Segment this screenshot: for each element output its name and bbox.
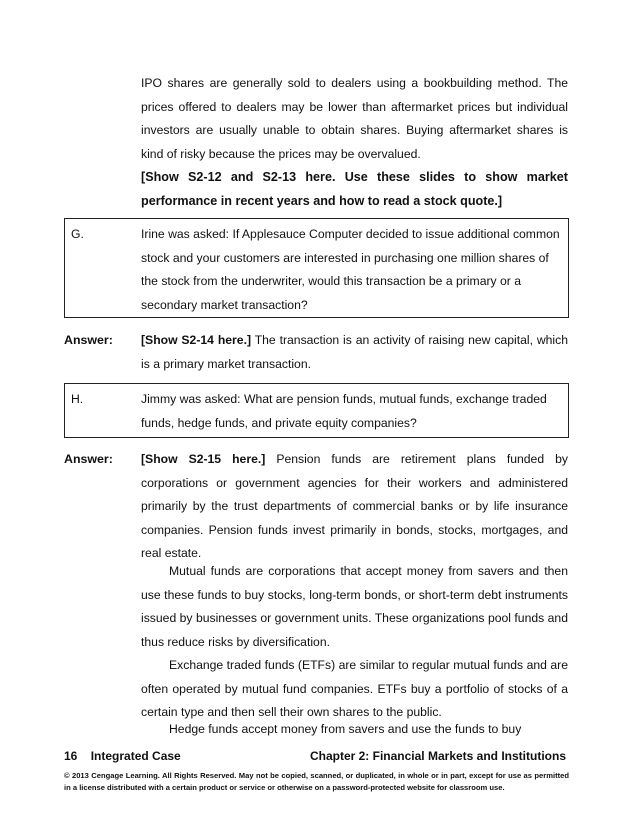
question-g-box bbox=[64, 218, 569, 318]
question-h-letter: H. bbox=[71, 392, 84, 406]
copyright-notice: © 2013 Cengage Learning. All Rights Reserved. May not be copied, scanned, or duplicated, in whole or in part, except for use as permitted in a license distributed with a certain product or service or otherwise on a password-protected website for classroom use. bbox=[64, 771, 569, 792]
answer-h-label: Answer: bbox=[64, 452, 113, 466]
answer-h-slide: [Show S2-15 here.] bbox=[141, 452, 266, 466]
slide-instruction-note: [Show S2-12 and S2-13 here. Use these slides to show market performance in recent years and how to read a stock quote.] bbox=[141, 170, 568, 208]
question-h-box bbox=[64, 383, 569, 438]
answer-h-hedge-funds: Hedge funds accept money from savers and use the funds to buy bbox=[169, 722, 522, 736]
footer-section: Integrated Case bbox=[90, 749, 181, 763]
answer-h-etfs: Exchange traded funds (ETFs) are similar to regular mutual funds and are often operated by mutual fund companies. ETFs buy a portfolio of stocks of a certain type and then sell their own shares to the public. bbox=[141, 658, 568, 719]
answer-g-label: Answer: bbox=[64, 333, 113, 347]
answer-g-text bbox=[141, 329, 568, 376]
footer-chapter: Chapter 2: Financial Markets and Institutions bbox=[309, 749, 566, 763]
page-number: 16 bbox=[64, 749, 78, 763]
ipo-paragraph: IPO shares are generally sold to dealers using a bookbuilding method. The prices offered to dealers may be lower than aftermarket prices but individual investors are usually unable to obtain shares. Buying aftermarket shares is kind of risky because the prices may be overvalued. bbox=[141, 76, 568, 161]
answer-h-pension-text: Pension funds are retirement plans funded by corporations or government agencies for their workers and administered primarily by the trust departments of commercial banks or by life insurance companies. Pension funds invest primarily in bonds, stocks, mortgages, and real estate. bbox=[141, 452, 568, 560]
question-g-letter: G. bbox=[71, 227, 84, 241]
answer-g-body: The transaction is an activity of raising new capital, which is a primary market transaction. bbox=[141, 333, 568, 371]
answer-g-slide: [Show S2-14 here.] bbox=[141, 333, 252, 347]
question-g-text: Irine was asked: If Applesauce Computer decided to issue additional common stock and your customers are interested in purchasing one million shares of the stock from the underwriter, would this transaction be a primary or a secondary market transaction? bbox=[141, 227, 560, 312]
answer-h-pension-funds bbox=[141, 448, 568, 566]
answer-h-mutual-funds: Mutual funds are corporations that accept money from savers and then use these funds to buy stocks, long-term bonds, or short-term debt instruments issued by businesses or government units. These organizations pool funds and thus reduce risks by diversification. bbox=[141, 564, 568, 649]
footer-left bbox=[64, 749, 181, 763]
question-h-text: Jimmy was asked: What are pension funds, mutual funds, exchange traded funds, hedge funds, and private equity companies? bbox=[141, 392, 547, 430]
